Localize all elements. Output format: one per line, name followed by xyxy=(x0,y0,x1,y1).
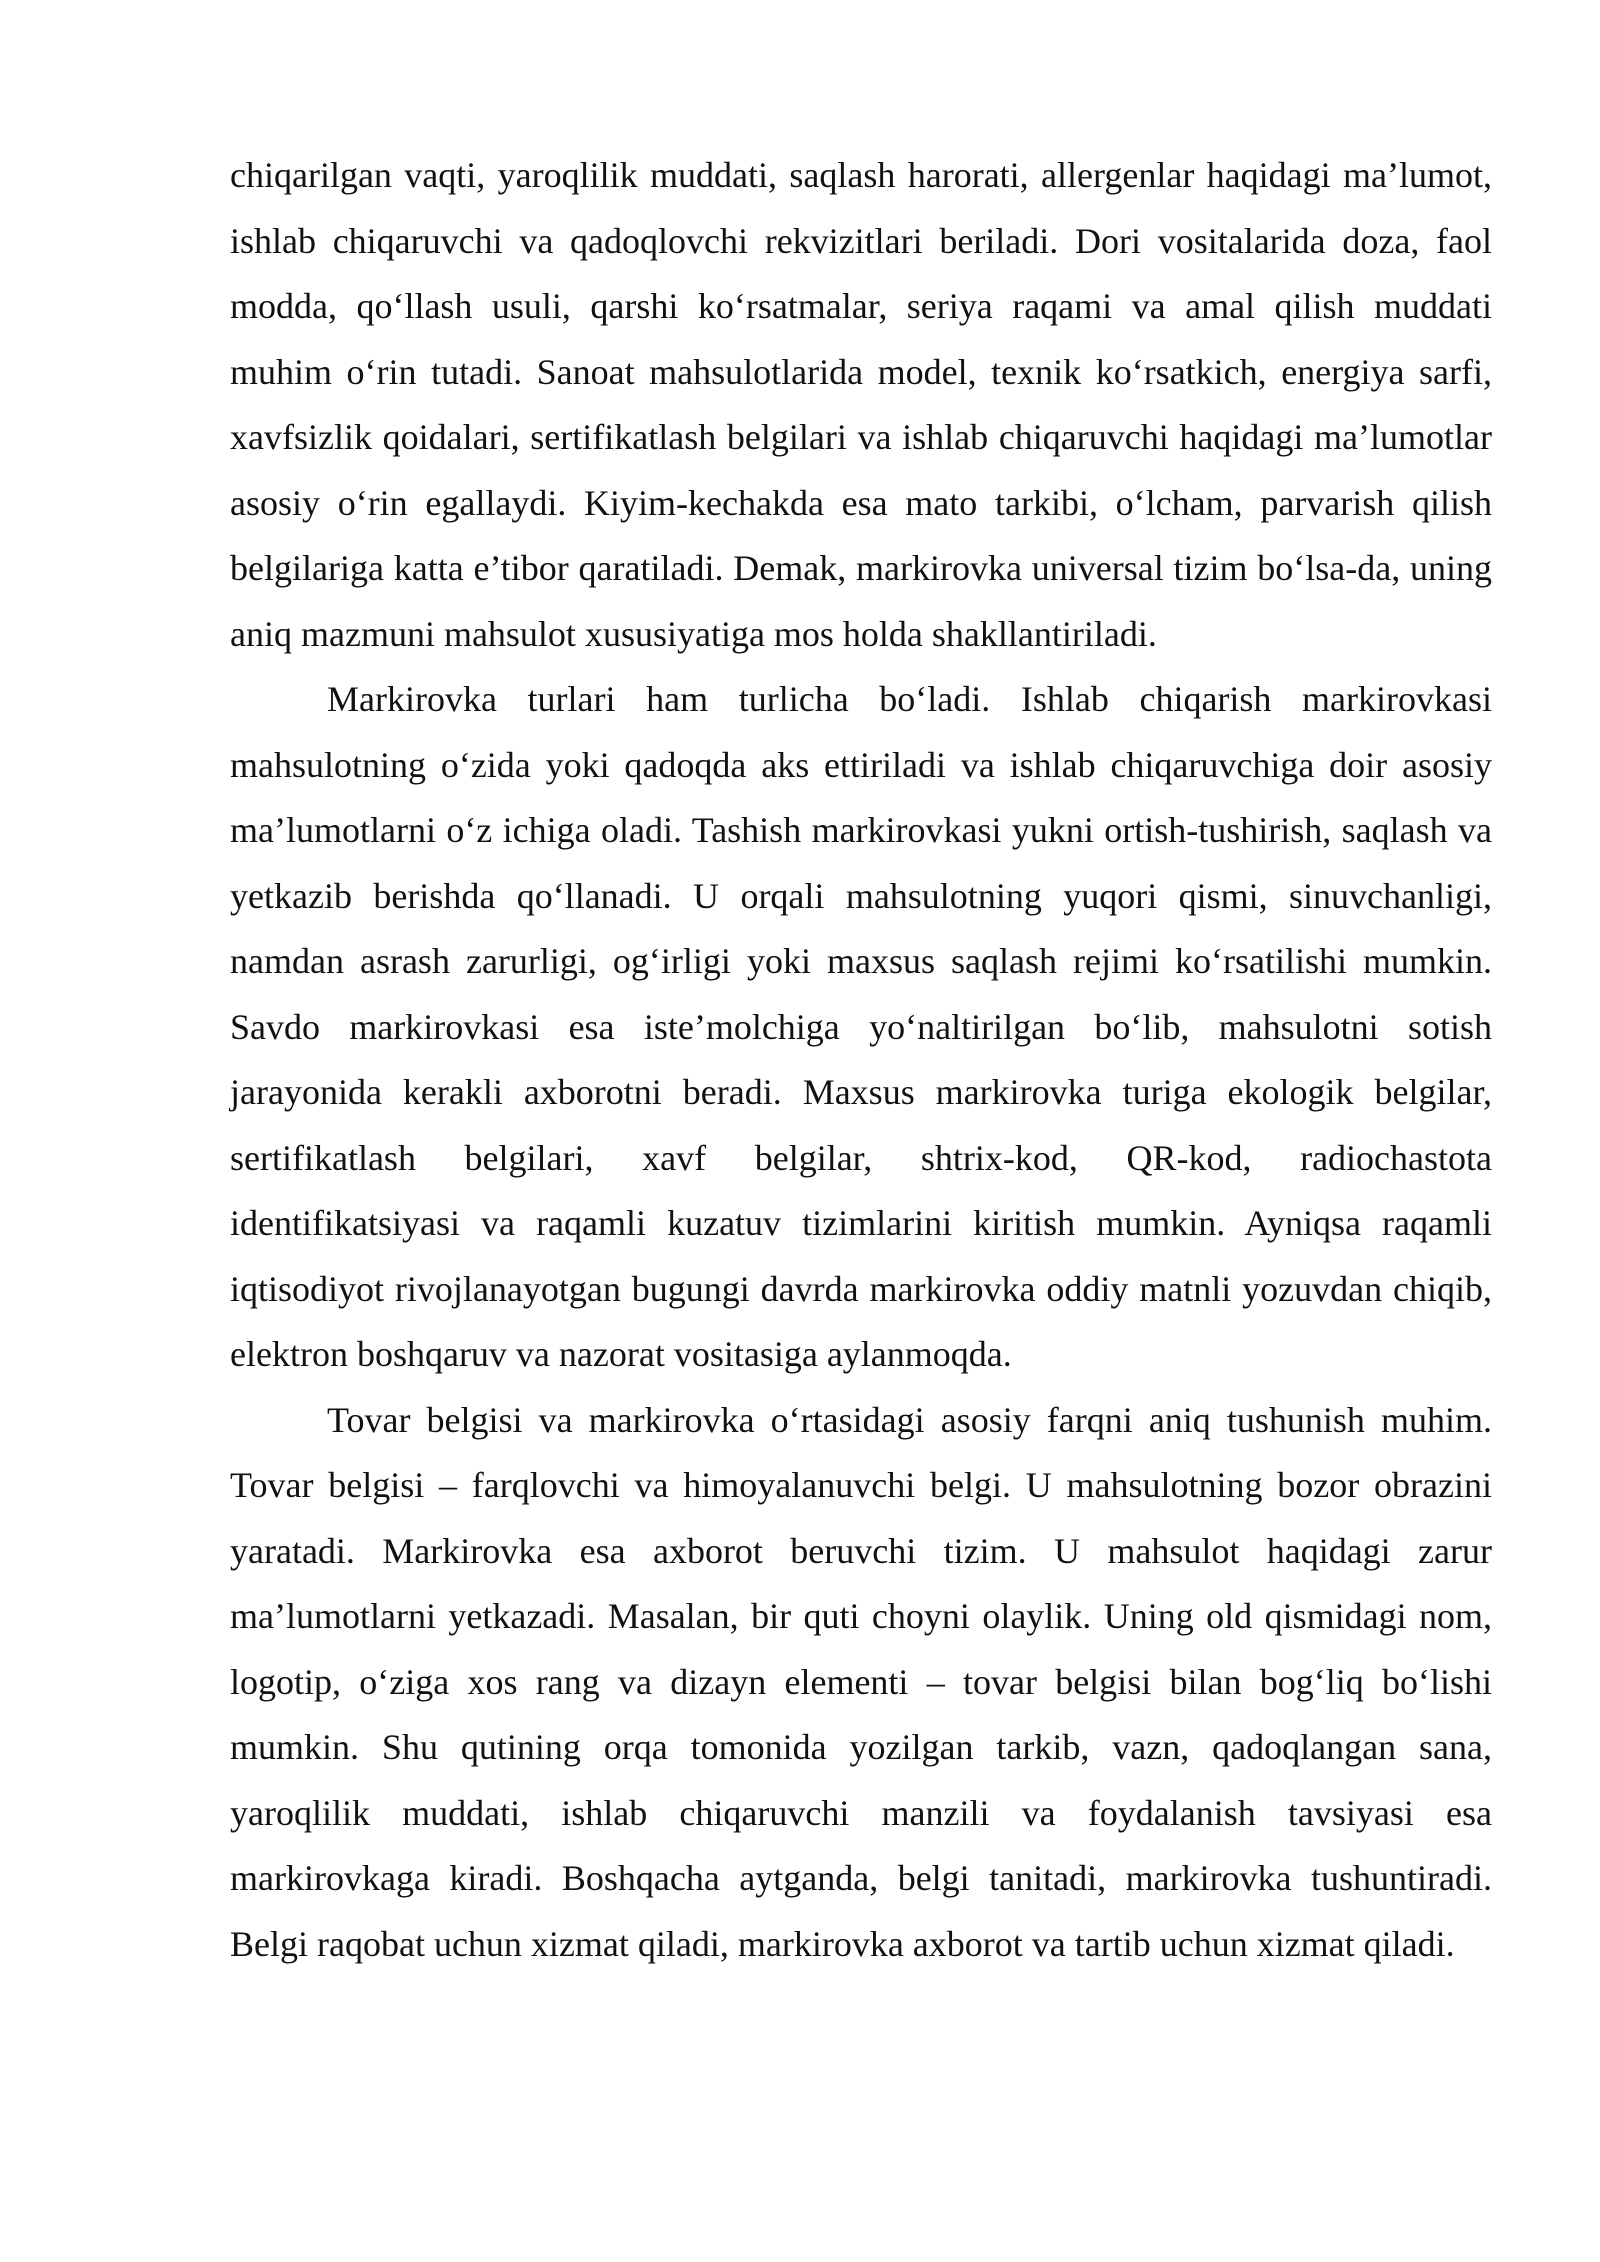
document-body xyxy=(230,143,1492,1977)
paragraph-1: chiqarilgan vaqti, yaroqlilik muddati, saqlash harorati, allergenlar haqidagi ma’lumot, ishlab chiqaruvchi va qadoqlovchi rekvizitlari beriladi. Dori vositalarida doza, faol modda, qo‘llash usuli, qarshi ko‘rsatmalar, seriya raqami va amal qilish muddati muhim o‘rin tutadi. Sanoat mahsulotlarida model, texnik ko‘rsatkich, energiya sarfi, xavfsizlik qoidalari, sertifikatlash belgilari va ishlab chiqaruvchi haqidagi ma’lumotlar asosiy o‘rin egallaydi. Kiyim-kechakda esa mato tarkibi, o‘lcham, parvarish qilish belgilariga katta e’tibor qaratiladi. Demak, markirovka universal tizim bo‘lsa-da, uning aniq mazmuni mahsulot xususiyatiga mos holda shakllantiriladi. xyxy=(230,155,1492,654)
paragraph-3: Tovar belgisi va markirovka o‘rtasidagi asosiy farqni aniq tushunish muhim. Tovar belgisi – farqlovchi va himoyalanuvchi belgi. U mahsulotning bozor obrazini yaratadi. Markirovka esa axborot beruvchi tizim. U mahsulot haqidagi zarur ma’lumotlarni yetkazadi. Masalan, bir quti choyni olaylik. Uning old qismidagi nom, logotip, o‘ziga xos rang va dizayn elementi – tovar belgisi bilan bog‘liq bo‘lishi mumkin. Shu qutining orqa tomonida yozilgan tarkib, vazn, qadoqlangan sana, yaroqlilik muddati, ishlab chiqaruvchi manzili va foydalanish tavsiyasi esa markirovkaga kiradi. Boshqacha aytganda, belgi tanitadi, markirovka tushuntiradi. Belgi raqobat uchun xizmat qiladi, markirovka axborot va tartib uchun xizmat qiladi. xyxy=(230,1399,1492,1964)
paragraph-2: Markirovka turlari ham turlicha bo‘ladi. Ishlab chiqarish markirovkasi mahsulotning o‘zida yoki qadoqda aks ettiriladi va ishlab chiqaruvchiga doir asosiy ma’lumotlarni o‘z ichiga oladi. Tashish markirovkasi yukni ortish-tushirish, saqlash va yetkazib berishda qo‘llanadi. U orqali mahsulotning yuqori qismi, sinuvchanligi, namdan asrash zarurligi, og‘irligi yoki maxsus saqlash rejimi ko‘rsatilishi mumkin. Savdo markirovkasi esa iste’molchiga yo‘naltirilgan bo‘lib, mahsulotni sotish jarayonida kerakli axborotni beradi. Maxsus markirovka turiga ekologik belgilar, sertifikatlash belgilari, xavf belgilar, shtrix-kod, QR-kod, radiochastota identifikatsiyasi va raqamli kuzatuv tizimlarini kiritish mumkin. Ayniqsa raqamli iqtisodiyot rivojlanayotgan bugungi davrda markirovka oddiy matnli yozuvdan chiqib, elektron boshqaruv va nazorat vositasiga aylanmoqda. xyxy=(230,679,1492,1374)
